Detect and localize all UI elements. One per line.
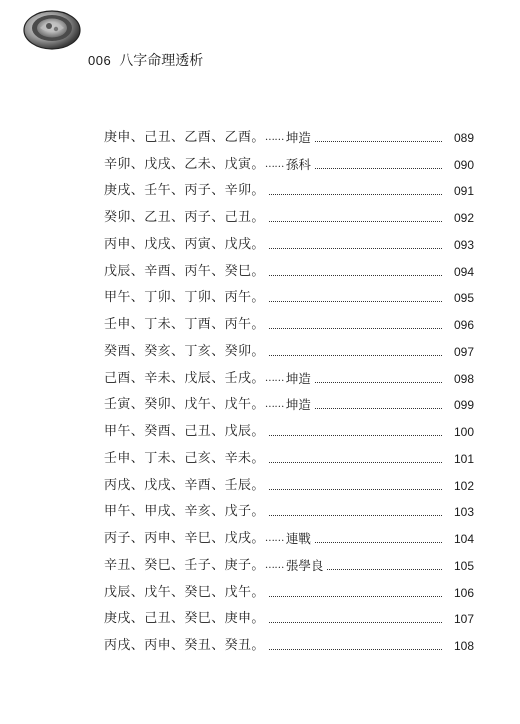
running-header [88, 50, 203, 70]
toc-entry [104, 254, 474, 281]
toc-entry-page-number: 105 [453, 558, 474, 573]
toc-entry-page-number: 092 [453, 211, 474, 225]
toc-entry-subject: 連戰 [285, 531, 311, 546]
toc-entry-page-number: 103 [453, 505, 474, 520]
toc-entry-dot-leader [269, 649, 442, 650]
toc-entry-page-number: 101 [453, 451, 474, 466]
toc-entry-page-number: 104 [453, 532, 474, 546]
toc-entry-page-number: 097 [453, 344, 474, 359]
toc-entry-pillars: 丙申、戊戌、丙寅、戊戌。 [104, 236, 265, 252]
toc-entry-short-leader: …… [264, 559, 284, 571]
toc-entry-pillars: 丙戌、丙申、癸丑、癸丑。 [104, 638, 265, 653]
toc-entry-pillars: 癸酉、癸亥、丁亥、癸卯。 [104, 343, 265, 359]
toc-entry-page-number: 107 [453, 612, 474, 627]
toc-entry-page-number: 099 [453, 398, 474, 413]
toc-entry-dot-leader [269, 194, 442, 195]
toc-entry [104, 495, 474, 522]
toc-entry-page-number: 100 [453, 425, 474, 439]
toc-entry-dot-leader [269, 221, 442, 222]
toc-entry-dot-leader [315, 168, 442, 169]
header-book-title: 八字命理透析 [119, 53, 204, 69]
toc-entry-dot-leader [269, 275, 442, 276]
toc-entry-dot-leader [269, 596, 442, 597]
toc-entry-dot-leader [315, 141, 442, 142]
toc-entry-pillars: 庚申、己丑、乙酉、乙酉。 [104, 129, 265, 145]
toc-entry-subject: 坤造 [285, 397, 311, 413]
toc-entry-page-number: 106 [453, 585, 474, 600]
toc-entry [104, 174, 474, 201]
toc-entry [104, 200, 474, 227]
toc-entry-dot-leader [315, 408, 442, 409]
toc-entry-page-number: 108 [453, 639, 474, 653]
toc-entry-short-leader: …… [264, 131, 284, 143]
toc-entry-dot-leader [315, 382, 442, 383]
toc-entry-short-leader: …… [264, 372, 284, 384]
toc-entry-pillars: 丙戌、戊戌、辛酉、壬辰。 [104, 477, 265, 493]
toc-entry [104, 281, 474, 308]
toc-entry-pillars: 壬寅、癸卯、戊午、戊午。 [104, 397, 265, 413]
toc-entry-page-number: 089 [453, 130, 474, 145]
toc-entry-pillars: 己酉、辛未、戊辰、壬戌。 [104, 370, 265, 386]
toc-entry-subject: 坤造 [285, 370, 311, 386]
toc-entry [104, 575, 474, 602]
toc-entry-pillars: 壬申、丁未、己亥、辛未。 [104, 450, 265, 466]
toc-entry-dot-leader [269, 328, 442, 329]
toc-entry [104, 602, 474, 629]
toc-entry-dot-leader [269, 248, 442, 249]
toc-entry-pillars: 戊辰、戊午、癸巳、戊午。 [104, 584, 265, 600]
toc-entry-page-number: 094 [453, 264, 474, 279]
toc-entry-dot-leader [269, 301, 442, 302]
toc-entry-pillars: 戊辰、辛酉、丙午、癸巳。 [104, 263, 265, 279]
header-page-number: 006 [88, 53, 112, 68]
toc-entry-dot-leader [269, 515, 442, 516]
toc-entry [104, 441, 474, 468]
toc-entry-pillars: 壬申、丁未、丁酉、丙午。 [104, 317, 265, 332]
toc-entry [104, 388, 474, 415]
toc-entry-page-number: 091 [453, 184, 474, 199]
toc-entry [104, 120, 474, 147]
toc-entry [104, 307, 474, 334]
toc-entry [104, 548, 474, 575]
toc-entry-short-leader: …… [264, 533, 284, 544]
toc-entry [104, 468, 474, 495]
toc-entry-pillars: 庚戌、己丑、癸巳、庚申。 [104, 611, 265, 627]
toc-entry-page-number: 093 [453, 237, 474, 252]
toc-entry [104, 361, 474, 388]
toc-entry [104, 147, 474, 174]
toc-entry-subject: 張學良 [285, 557, 324, 573]
toc-entry-page-number: 102 [453, 478, 474, 493]
toc-entry [104, 628, 474, 655]
toc-entry-pillars: 辛卯、戊戌、乙未、戊寅。 [104, 156, 265, 172]
toc-entry-dot-leader [269, 462, 442, 463]
toc-entry-pillars: 丙子、丙申、辛巳、戊戌。 [104, 531, 265, 546]
toc-entry-pillars: 癸卯、乙丑、丙子、己丑。 [104, 210, 265, 225]
toc-entry-pillars: 甲午、甲戌、辛亥、戊子。 [104, 504, 265, 520]
toc-entry-short-leader: …… [264, 399, 284, 411]
toc-entry-subject: 坤造 [285, 129, 311, 145]
toc-entry-pillars: 甲午、癸酉、己丑、戊辰。 [104, 424, 265, 439]
toc-entry [104, 521, 474, 548]
toc-entry [104, 414, 474, 441]
toc-entry-short-leader: …… [264, 158, 284, 170]
book-logo-emblem [22, 6, 82, 50]
toc-entry-page-number: 096 [453, 318, 474, 332]
toc-entry-page-number: 098 [453, 371, 474, 386]
toc-entry-dot-leader [315, 542, 442, 543]
toc-entry-dot-leader [269, 435, 442, 436]
toc-entry-dot-leader [269, 355, 442, 356]
toc-entry-pillars: 庚戌、壬午、丙子、辛卯。 [104, 183, 265, 199]
toc-entry-dot-leader [327, 569, 442, 570]
toc-entry-pillars: 辛丑、癸巳、壬子、庚子。 [104, 557, 265, 573]
toc-entry-dot-leader [269, 622, 442, 623]
toc-entry [104, 334, 474, 361]
toc-entry [104, 227, 474, 254]
toc-entry-page-number: 090 [453, 157, 474, 172]
table-of-contents [104, 120, 474, 655]
toc-entry-pillars: 甲午、丁卯、丁卯、丙午。 [104, 290, 265, 306]
toc-entry-subject: 孫科 [285, 156, 311, 172]
toc-entry-dot-leader [269, 489, 442, 490]
toc-entry-page-number: 095 [453, 291, 474, 306]
